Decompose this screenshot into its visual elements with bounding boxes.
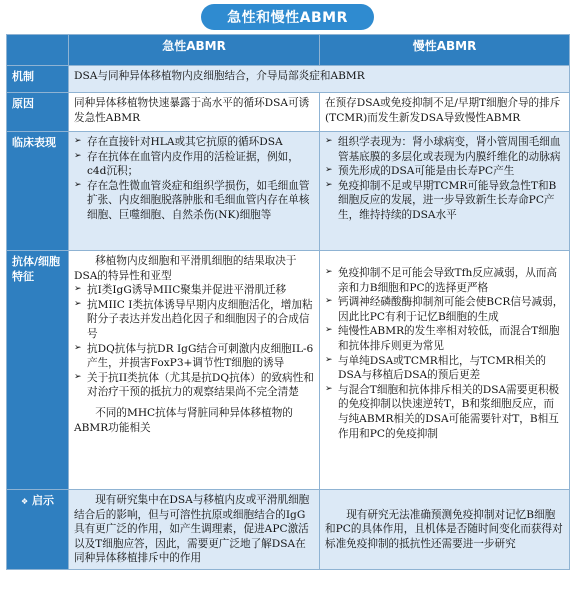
list-item: ➢ 免疫抑制不足可能会导致Tfh反应减弱，从而高亲和力B细胞和PC的选择更严格 xyxy=(325,266,564,295)
clinical-acute xyxy=(69,132,320,251)
row-label-mechanism: 机制 xyxy=(7,66,69,93)
insight-acute xyxy=(69,490,320,570)
comparison-table xyxy=(6,34,570,570)
insight-chronic xyxy=(320,490,570,570)
row-mechanism xyxy=(7,66,570,93)
clinical-chronic-list xyxy=(325,135,564,223)
page-title: 急性和慢性ABMR xyxy=(201,4,374,30)
list-item: ➢ 关于抗II类抗体（尤其是抗DQ抗体）的致病性和对治疗干预的抵抗力的观察结果尚不完全清楚 xyxy=(74,371,314,400)
row-label-clinical: 临床表现 xyxy=(7,132,69,251)
list-item: ➢ 存在直接针对HLA或其它抗原的循环DSA xyxy=(74,135,314,150)
cause-acute: 同种异体移植物快速暴露于高水平的循环DSA可诱发急性ABMR xyxy=(69,93,320,132)
insight-chronic-text: 现有研究无法准确预测免疫抑制对记忆B细胞和PC的具体作用，且机体是否随时间变化而获得对标准免疫抑制的抵抗性还需要进一步研究 xyxy=(325,508,563,550)
header-chronic: 慢性ABMR xyxy=(320,35,570,66)
row-antibody xyxy=(7,251,570,490)
list-item: ➢ 与混合T细胞和抗体排斥相关的DSA需要更积极的免疫抑制以快速逆转T，B和浆细胞反应，而与纯ABMR相关的DSA可能需要针对T，B相互作用和PC的免疫抑制 xyxy=(325,383,564,441)
row-insight xyxy=(7,490,570,570)
antibody-chronic-list xyxy=(325,266,564,441)
row-label-cause: 原因 xyxy=(7,93,69,132)
row-label-insight-text: 启示 xyxy=(32,494,54,507)
mechanism-text: DSA与同种异体移植物内皮细胞结合，介导局部炎症和ABMR xyxy=(69,66,570,93)
list-item: ➢ 抗DQ抗体与抗DR IgG结合可刺激内皮细胞IL-6产生，并损害FoxP3+调节性T细胞的诱导 xyxy=(74,342,314,371)
row-cause xyxy=(7,93,570,132)
list-item: ➢ 组织学表现为：肾小球病变，肾小管周围毛细血管基底膜的多层化或表现为内膜纤维化的动脉病 xyxy=(325,135,564,164)
clinical-acute-list xyxy=(74,135,314,223)
diamond-icon: ❖ xyxy=(20,497,29,506)
list-item: ➢ 存在抗体在血管内皮作用的活检证据，例如，c4d沉积； xyxy=(74,150,314,179)
header-row xyxy=(7,35,570,66)
row-label-insight xyxy=(7,490,69,570)
header-acute: 急性ABMR xyxy=(69,35,320,66)
list-item: ➢ 抗MIIC I类抗体诱导早期内皮细胞活化，增加粘附分子表达并发出趋化因子和细胞因子的合成信号 xyxy=(74,298,314,342)
list-item: ➢ 预先形成的DSA可能是由长寿PC产生 xyxy=(325,164,564,179)
insight-acute-text: 现有研究集中在DSA与移植内皮或平滑肌细胞结合后的影响，但与可溶性抗原或细胞结合的IgG具有更广泛的作用，如产生调理素，促进APC激活以及T细胞应答，因此，需要更广泛地了解DSA在同种异体移植排斥中的作用 xyxy=(74,494,310,565)
antibody-acute-list xyxy=(74,283,314,400)
antibody-chronic xyxy=(320,251,570,490)
row-clinical xyxy=(7,132,570,251)
list-item: ➢ 与单纯DSA或TCMR相比，与TCMR相关的DSA与移植后DSA的预后更差 xyxy=(325,354,564,383)
list-item: ➢ 抗I类IgG诱导MIIC聚集并促进平滑肌迁移 xyxy=(74,283,314,298)
list-item: ➢ 存在急性微血管炎症和组织学损伤，如毛细血管扩张、内皮细胞脱落肿胀和毛细血管内存在单核细胞、巨噬细胞、自然杀伤(NK)细胞等 xyxy=(74,179,314,223)
antibody-acute-outro: 不同的MHC抗体与肾脏同种异体移植物的ABMR功能相关 xyxy=(74,407,293,434)
antibody-acute-intro: 移植物内皮细胞和平滑肌细胞的结果取决于DSA的特异性和亚型 xyxy=(74,255,297,282)
row-label-antibody: 抗体/细胞特征 xyxy=(7,251,69,490)
antibody-acute xyxy=(69,251,320,490)
title-area xyxy=(0,0,575,34)
list-item: ➢ 钙调神经磷酸酶抑制剂可能会使BCR信号减弱，因此比PC有利于记忆B细胞的生成 xyxy=(325,295,564,324)
list-item: ➢ 免疫抑制不足或早期TCMR可能导致急性T和B细胞反应的发展，进一步导致新生长寿命PC产生，维持持续的DSA水平 xyxy=(325,179,564,223)
cause-chronic: 在预存DSA或免疫抑制不足/早期T细胞介导的排斥(TCMR)而发生新发DSA导致慢性ABMR xyxy=(320,93,570,132)
clinical-chronic xyxy=(320,132,570,251)
header-corner xyxy=(7,35,69,66)
list-item: ➢ 纯慢性ABMR的发生率相对较低，而混合T细胞和抗体排斥则更为常见 xyxy=(325,324,564,353)
